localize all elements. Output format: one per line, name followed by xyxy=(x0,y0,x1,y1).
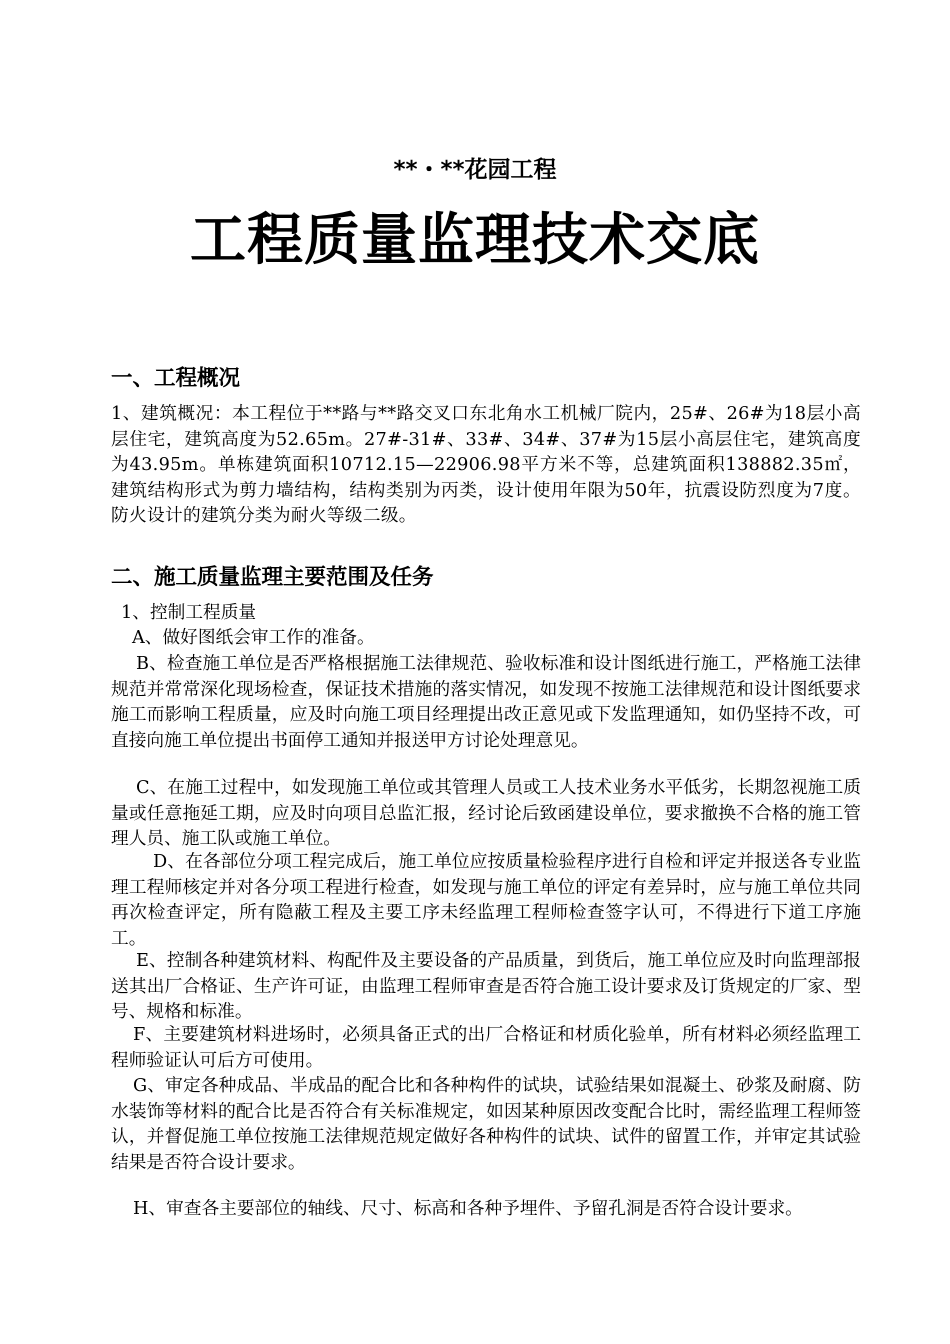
paragraph-item-f: F、主要建筑材料进场时，必须具备正式的出厂合格证和材质化验单，所有材料必须经监理工程师验证认可后方可使用。 xyxy=(111,1025,861,1071)
section-heading-scope: 二、施工质量监理主要范围及任务 xyxy=(111,565,434,590)
paragraph-item-b: B、检查施工单位是否严格根据施工法律规范、验收标准和设计图纸进行施工，严格施工法律规范并常常深化现场检查，保证技术措施的落实情况，如发现不按施工法律规范和设计图纸要求施工而影响工程质量，应及时向施工项目经理提出改正意见或下发监理通知，如仍坚持不改，可直接向施工单位提出书面停工通知并报送甲方讨论处理意见。 xyxy=(111,654,861,751)
paragraph-item-g: G、审定各种成品、半成品的配合比和各种构件的试块，试验结果如混凝土、砂浆及耐腐、防水装饰等材料的配合比是否符合有关标准规定，如因某种原因改变配合比时，需经监理工程师签认，并督促施工单位按施工法律规范规定做好各种构件的试块、试件的留置工作，并审定其试验结果是否符合设计要求。 xyxy=(111,1076,861,1173)
paragraph-item-e: E、控制各种建筑材料、构配件及主要设备的产品质量，到货后，施工单位应及时向监理部报送其出厂合格证、生产许可证，由监理工程师审查是否符合施工设计要求及订货规定的厂家、型号、规格和标准。 xyxy=(111,951,861,1023)
paragraph-item-a: A、做好图纸会审工作的准备。 xyxy=(132,628,375,648)
document-title: 工程质量监理技术交底 xyxy=(190,208,760,273)
section-heading-overview: 一、工程概况 xyxy=(111,366,241,391)
document-subtitle: **・**花园工程 xyxy=(393,157,557,183)
paragraph-item-h: H、审查各主要部位的轴线、尺寸、标高和各种予埋件、予留孔洞是否符合设计要求。 xyxy=(133,1199,803,1219)
paragraph-item-c: C、在施工过程中，如发现施工单位或其管理人员或工人技术业务水平低劣，长期忽视施工质量或任意拖延工期，应及时向项目总监汇报，经讨论后致函建设单位，要求撤换不合格的施工管理人员、施工队或施工单位。 xyxy=(111,778,861,850)
paragraph-building-overview: 1、建筑概况：本工程位于**路与**路交叉口东北角水工机械厂院内，25#、26#为18层小高层住宅，建筑高度为52.65m。27#-31#、33#、34#、37#为15层小高层住宅，建筑高度为43.95m。单栋建筑面积10712.15—22906.98平方米不等，总建筑面积138882.35㎡，建筑结构形式为剪力墙结构，结构类别为丙类，设计使用年限为50年，抗震设防烈度为7度。防火设计的建筑分类为耐火等级二级。 xyxy=(111,404,861,527)
paragraph-item-d: D、在各部位分项工程完成后，施工单位应按质量检验程序进行自检和评定并报送各专业监理工程师核定并对各分项工程进行检查，如发现与施工单位的评定有差异时，应与施工单位共同再次检查评定，所有隐蔽工程及主要工序未经监理工程师检查签字认可，不得进行下道工序施工。 xyxy=(111,852,861,949)
paragraph-item-1: 1、控制工程质量 xyxy=(121,603,257,623)
